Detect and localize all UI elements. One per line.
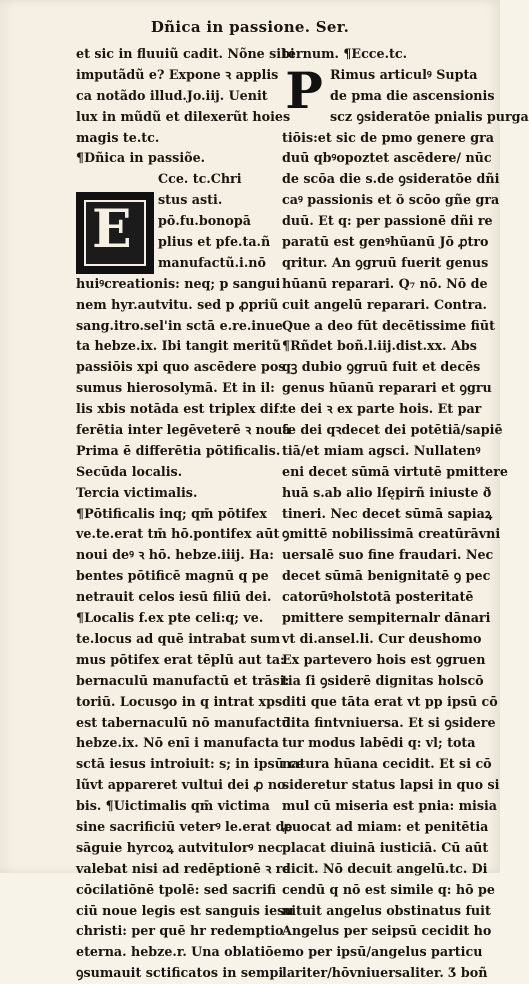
right-line: hūanū reparari. Q₇ nō. Nō de	[282, 275, 488, 291]
right-line: tur modus labēdi q: vl; tota	[282, 735, 476, 751]
right-line: Angelus per seipsū cecidit ho	[282, 923, 492, 939]
running-header: Dñica in passione. Ser.	[150, 18, 350, 36]
right-line: uersalē suo fine fraudari. Nec	[282, 547, 494, 563]
left-line: hebze.ix. Nō enī i manufacta	[76, 735, 279, 751]
left-line: ferētia inter legēveterē ꝛ nouā	[76, 422, 291, 438]
right-line: sideretur status lapsi in quo si	[282, 777, 500, 793]
right-line: tia ſi ꝯsiderē dignitas holscō	[282, 672, 484, 688]
left-line: ca notãdo illud.Jo.iij. Uenit	[76, 87, 268, 103]
left-line: ve.te.erat tm̄ hō.pontifex aūt	[76, 526, 280, 542]
left-line: ¶Localis f.ex pte celi:q; ve.	[76, 610, 264, 626]
right-line: paratū est genꝰhūanū Jō ꝓtro	[282, 234, 489, 250]
right-line: pmittere sempiternalr dānari	[282, 610, 491, 626]
right-line: natura hūana cecidit. Et si cō	[282, 756, 492, 772]
right-line: tiā/et miam agsci. Nullatenꝰ	[282, 442, 481, 458]
initial-letter: E	[92, 199, 132, 260]
right-line: ternum. ¶Ecce.tc.	[282, 46, 408, 61]
left-line: mus pōtifex erat tēplū aut ta:	[76, 651, 285, 667]
right-line: placat diuinā iusticiā. Cū aūt	[282, 839, 489, 855]
left-line: sine sacrificiū veterꝰ le.erat de	[76, 818, 293, 834]
left-line: ꝯsumauit sctificatos in sempi	[76, 965, 284, 981]
left-column	[76, 44, 305, 984]
right-line: lariter/hōvniuersaliter. Ʒ boñ	[282, 965, 488, 981]
right-line: ꝓuocat ad miam: et penitētia	[282, 818, 489, 834]
left-line: lux in mũdũ et dilexerũt hoies	[76, 108, 291, 124]
left-line: plius et pfe.ta.ñ	[158, 234, 271, 250]
right-line: mo per ipsū/angelus particu	[282, 944, 483, 960]
left-line: Cce. tc.Chri	[158, 171, 242, 187]
left-line: sctā iesus introiuit: s; in ipsū ce	[76, 756, 305, 772]
left-line: christi: per quē hr redemptio	[76, 923, 284, 939]
left-line: lis xbis notāda est triplex dif:	[76, 401, 284, 417]
left-line: huiꝰcreationis: neq; p sangui	[76, 275, 281, 291]
left-line: Tercia victimalis.	[76, 484, 198, 500]
left-line: noui deꝰ ꝛ hō. hebze.iiij. Ha:	[76, 547, 274, 563]
right-line: dicit. Nō decuit angelū.tc. Di	[282, 860, 488, 876]
right-line: caꝰ passionis et ŏ scōo gñe gra	[282, 192, 500, 208]
left-line: stus asti.	[158, 192, 223, 208]
right-line: Rimus articulꝰ Supta	[330, 66, 478, 82]
left-line: netrauit celos iesū filiū dei.	[76, 589, 272, 605]
left-line: pō.fu.bonopā	[158, 213, 251, 229]
left-line: Secūda localis.	[76, 463, 183, 479]
decorated-initial-e	[76, 192, 154, 274]
right-line: Que a deo fūt decētissime fiūt	[282, 317, 495, 333]
right-line: mul cū miseria est pnia: misia	[282, 798, 498, 814]
right-line: duū qbꝰopoztet ascēdere/ nūc	[282, 150, 492, 166]
left-line: bis. ¶Uictimalis qm̄ victima	[76, 798, 270, 814]
right-line: catorūꝰholstotā posteritatē	[282, 589, 474, 605]
left-line: toriū. Locusꝯo in q intrat xps	[76, 693, 283, 709]
left-line: Prima ē differētia pōtificalis.	[76, 442, 281, 458]
right-line: cendū q nō est simile q: hō pe	[282, 881, 495, 897]
left-line: sumus hierosolymā. Et in il:	[76, 380, 275, 396]
right-line: genus hūanū reparari et ꝯgru	[282, 380, 492, 396]
left-line: et sic in fluuiũ cadit. Nõne sibi	[76, 46, 295, 61]
left-line: te.locus ad quē intrabat sum	[76, 630, 281, 646]
right-line: eni decet sūmā virtutē pmittere	[282, 463, 508, 479]
left-line: est tabernaculū nō manufactū	[76, 714, 291, 730]
left-line: nem hyr.autvitu. sed p ꝓpriũ	[76, 296, 279, 312]
left-line: lũvt appareret vultui dei ꝓ no	[76, 777, 286, 793]
right-line: de pma die ascensionis	[330, 87, 495, 103]
right-line: tiōis:et sic de pmo genere gra	[282, 129, 494, 145]
right-line: diti que tāta erat vt pp ipsū cō	[282, 693, 498, 709]
right-line: nituit angelus obstinatus fuit	[282, 902, 491, 918]
right-line: qritur. An ꝯgruū fuerit genus	[282, 254, 489, 270]
left-line: ta hebze.ix. Ibi tangit meritũ	[76, 338, 281, 354]
left-line: imputãdũ e? Expone ꝛ applis	[76, 66, 279, 82]
left-line: manufactũ.i.nō	[158, 254, 266, 270]
right-line: qꝫ dubio ꝯgruū fuit et decēs	[282, 359, 481, 375]
right-line: cuit angelū reparari. Contra.	[282, 296, 487, 312]
right-line: decet sūmā benignitatē ꝯ pec	[282, 568, 491, 584]
left-line: magis te.tc.	[76, 129, 160, 145]
initial-p: P	[285, 61, 323, 120]
left-line: valebat nisi ad redēptionē ꝛ re	[76, 860, 291, 876]
right-line: ¶Rñdet boñ.l.iij.dist.xx. Abs	[282, 338, 477, 354]
left-line: passiōis xpi quo ascēdere pos	[76, 359, 286, 375]
right-line: te dei qꝛdecet dei potētiā/sapiē	[282, 422, 503, 438]
left-line: eterna. hebze.r. Una oblatiōe	[76, 944, 282, 960]
left-line: ¶Dñica in passiõe.	[76, 150, 206, 166]
right-line: scz ꝯsideratōe pnialis purga	[330, 108, 529, 124]
right-line: te dei ꝛ ex parte hois. Et par	[282, 401, 482, 417]
left-line: cōcilatiōnē tpolē: sed sacrifi	[76, 881, 277, 897]
right-line: dita fintvniuersa. Et si ꝯsidere	[282, 714, 496, 730]
right-column	[282, 44, 529, 984]
left-line: sāguie hyrcoꝝ autvitulorꝰ nec	[76, 839, 283, 855]
right-line: duū. Et q: per passionē dñi re	[282, 213, 493, 229]
right-line: huā s.ab alio lſępirñ iniuste ð	[282, 484, 492, 500]
right-line: de scōa die s.de ꝯsideratōe dñi	[282, 171, 500, 187]
right-line: ꝯmittē nobilissimā creatūrāvni	[282, 526, 501, 542]
right-line: tineri. Nec decet sūmā sapiaꝝ	[282, 505, 493, 521]
left-line: ¶Pōtificalis inq; qm̄ pōtifex	[76, 505, 267, 521]
right-line: Ex partevero hois est ꝯgruen	[282, 651, 486, 667]
left-line: sang.itro.sel'in sctā e.re.inue	[76, 317, 283, 333]
left-line: ciū noue legis est sanguis iesu	[76, 902, 294, 918]
right-line: vt di.ansel.li. Cur deushomo	[282, 630, 482, 646]
left-line: bernaculū manufactū et trāsi:	[76, 672, 290, 688]
left-line: bentes pōtificē magnū q pe	[76, 568, 269, 584]
